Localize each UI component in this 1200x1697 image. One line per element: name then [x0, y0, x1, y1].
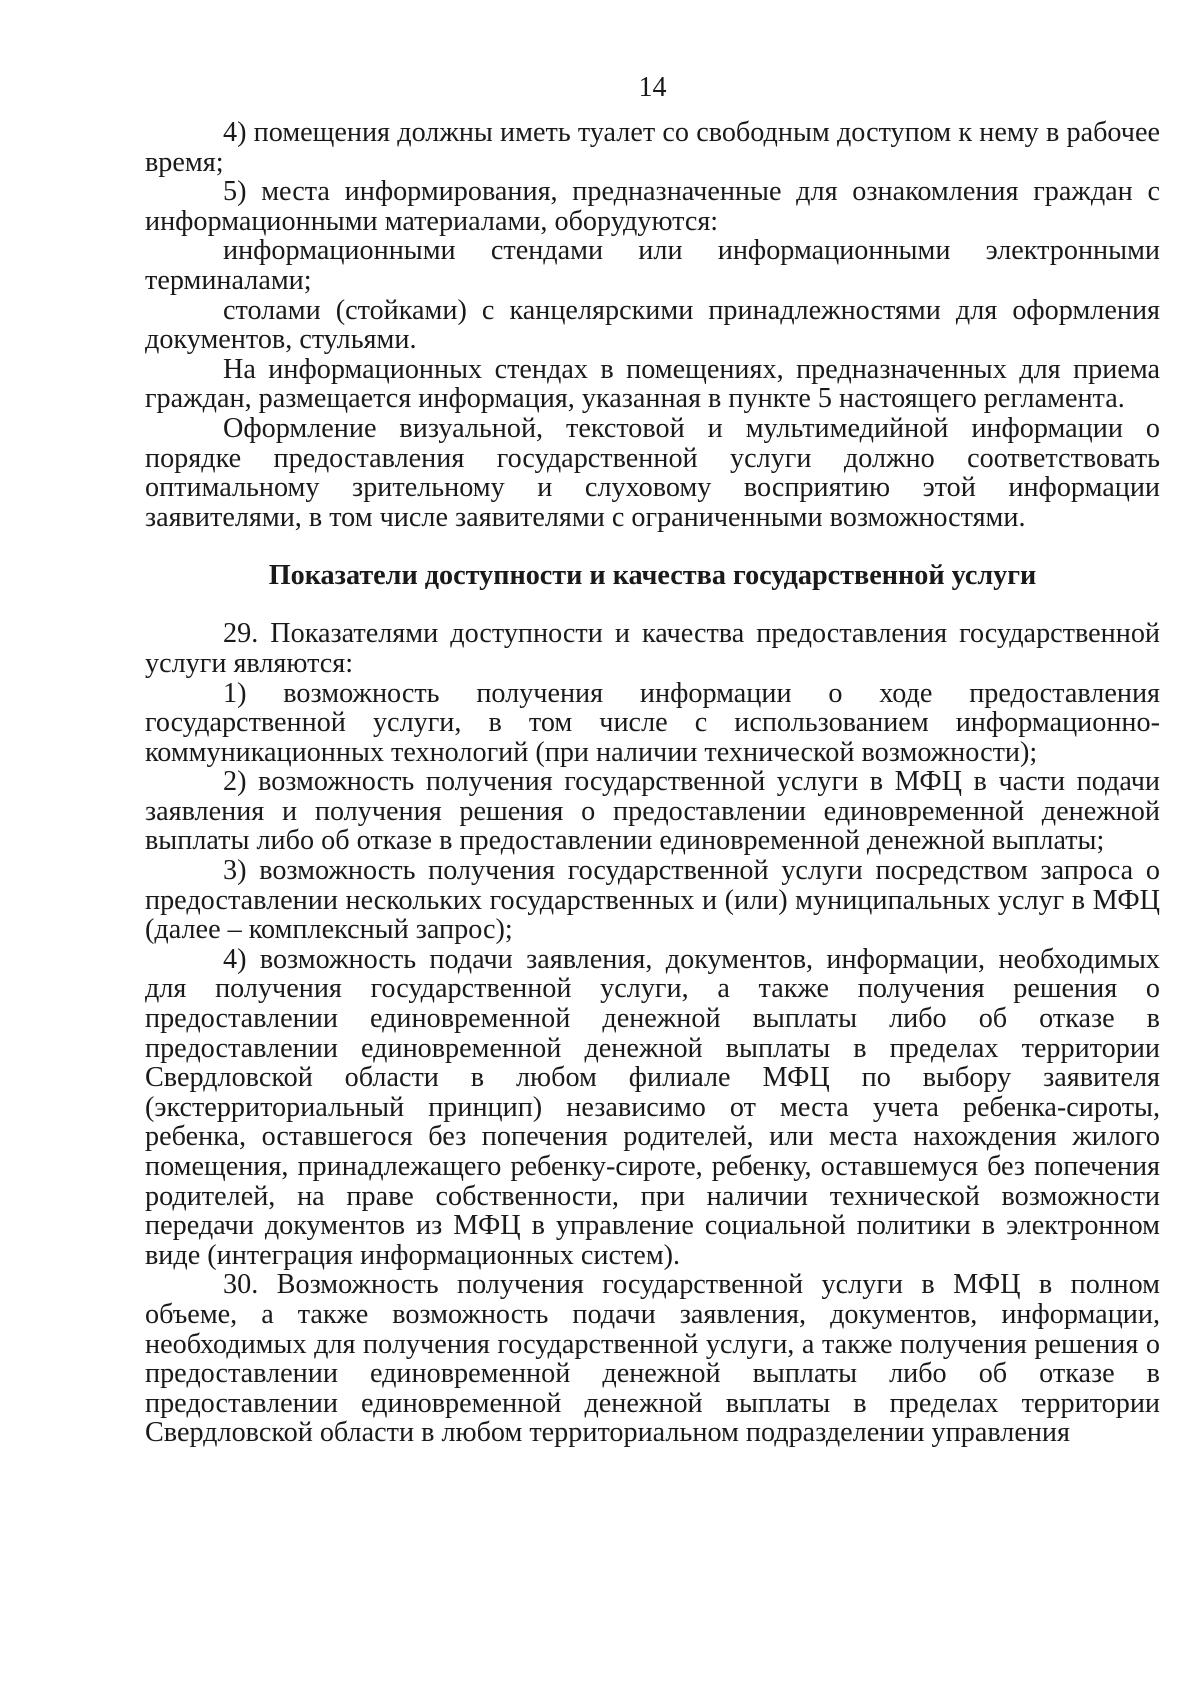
paragraph-design-info: Оформление визуальной, текстовой и мультимедийной информации о порядке предоставления государственной услуги должно соответствовать оптимальному зрительному и слуховому восприятию этой информации заявителями, в том числе заявителями с ограниченными возможностями.	[145, 412, 1160, 533]
paragraph-29-intro: 29. Показателями доступности и качества предоставления государственной услуги являются:	[145, 618, 1160, 679]
paragraph-tables: столами (стойками) с канцелярскими принадлежностями для оформления документов, стульями.	[145, 294, 1160, 356]
section-heading: Показатели доступности и качества государственной услуги	[268, 560, 1037, 592]
paragraph-item-4-toilet: 4) помещения должны иметь туалет со свободным доступом к нему в рабочее время;	[145, 117, 1160, 178]
document-body	[145, 118, 1160, 1448]
paragraph-29-item-1: 1) возможность получения информации о ходе предоставления государственной услуги, в том числе с использованием информационно-коммуникационных технологий (при наличии технической возможности);	[145, 677, 1160, 768]
paragraph-29-item-2: 2) возможность получения государственной услуги в МФЦ в части подачи заявления и получения решения о предоставлении единовременной денежной выплаты либо об отказе в предоставлении единовременной денежной выплаты;	[145, 766, 1160, 857]
paragraph-item-5-info-places: 5) места информирования, предназначенные для ознакомления граждан с информационными материалами, оборудуются:	[145, 176, 1160, 237]
page-number: 14	[638, 72, 667, 103]
paragraph-info-stands: информационными стендами или информационными электронными терминалами;	[145, 235, 1160, 296]
paragraph-29-item-3: 3) возможность получения государственной услуги посредством запроса о предоставлении нескольких государственных и (или) муниципальных услуг в МФЦ (далее – комплексный запрос);	[145, 855, 1160, 946]
paragraph-30: 30. Возможность получения государственной услуги в МФЦ в полном объеме, а также возможность подачи заявления, документов, информации, необходимых для получения государственной услуги, а также получения решения о предоставлении единовременной денежной выплаты либо об отказе в предоставлении единовременной денежной выплаты в пределах территории Свердловской области в любом территориальном подразделении управления	[145, 1269, 1160, 1449]
paragraph-29-item-4: 4) возможность подачи заявления, документов, информации, необходимых для получения государственной услуги, а также получения решения о предоставлении единовременной денежной выплаты либо об отказе в предоставлении единовременной денежной выплаты в пределах территории Свердловской области в любом филиале МФЦ по выбору заявителя (экстерриториальный принцип) независимо от места учета ребенка-сироты, ребенка, оставшегося без попечения родителей, или места нахождения жилого помещения, принадлежащего ребенку-сироте, ребенку, оставшемуся без попечения родителей, на праве собственности, при наличии технической возможности передачи документов из МФЦ в управление социальной политики в электронном виде (интеграция информационных систем).	[145, 943, 1160, 1271]
paragraph-stands-info: На информационных стендах в помещениях, предназначенных для приема граждан, размещается информация, указанная в пункте 5 настоящего регламента.	[145, 353, 1160, 415]
